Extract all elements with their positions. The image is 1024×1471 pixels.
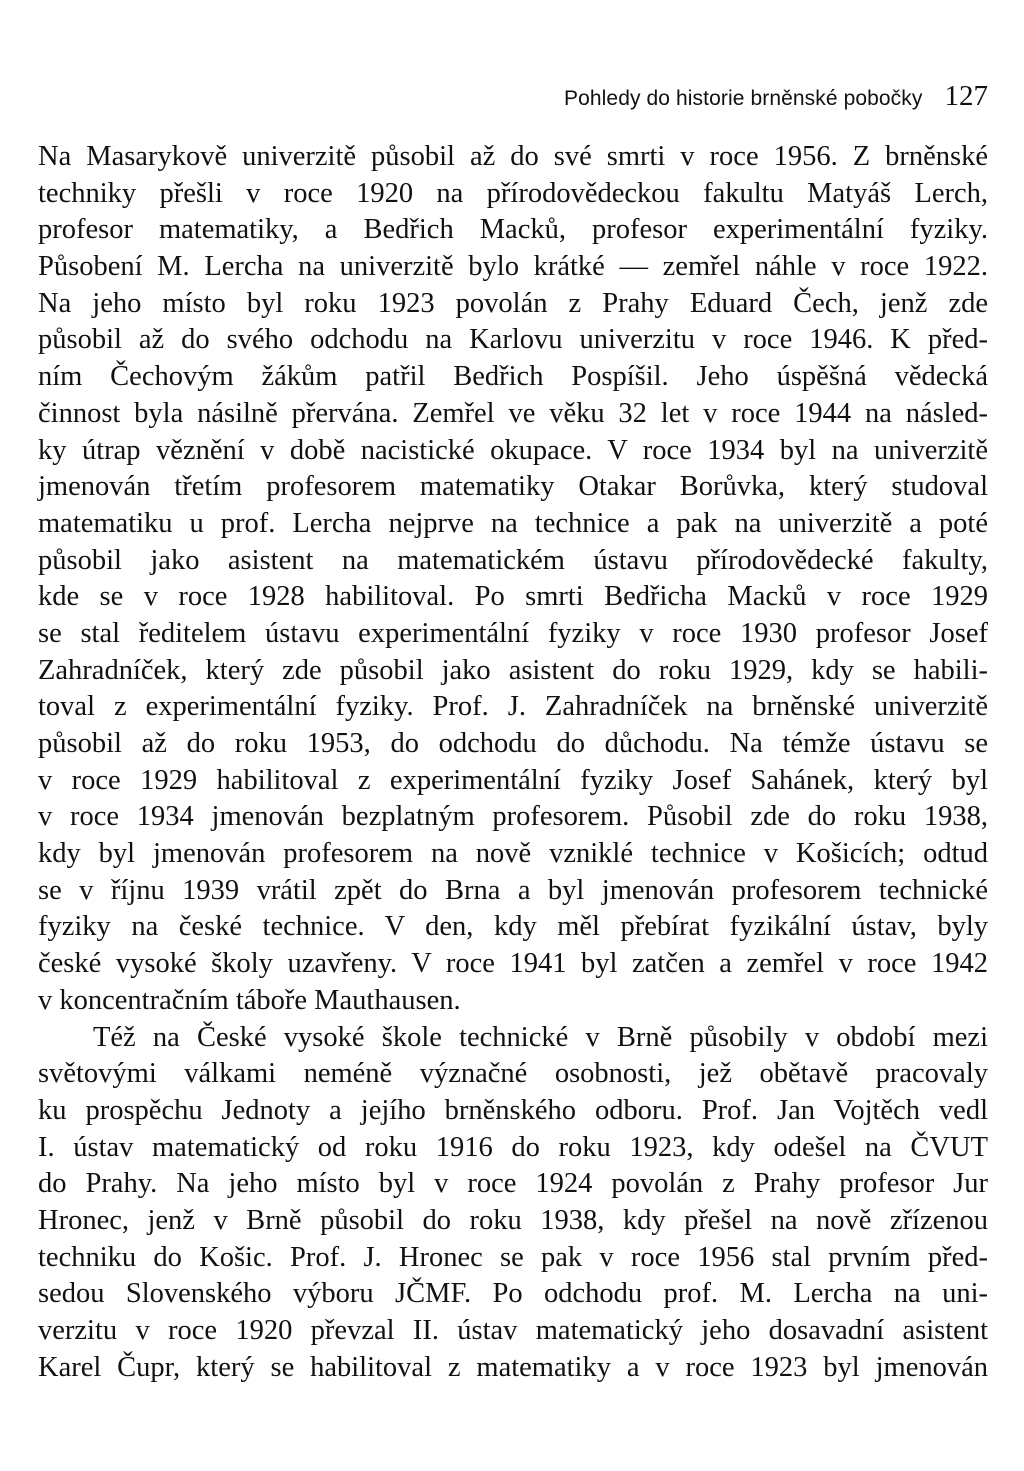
paragraph-2-line: Též na České vysoké škole technické v Brně působily v období mezi <box>93 1021 988 1053</box>
paragraph-1-line: v roce 1934 jmenován bezplatným profesorem. Působil zde do roku 1938, <box>38 801 988 833</box>
paragraph-1-line: se stal ředitelem ústavu experimentální fyziky v roce 1930 profesor Josef <box>38 617 988 649</box>
paragraph-2-line: Karel Čupr, který se habilitoval z matematiky a v roce 1923 byl jmenován <box>38 1351 988 1383</box>
paragraph-2-line: světovými válkami neméně význačné osobnosti, jež obětavě pracovaly <box>38 1058 988 1090</box>
paragraph-1-line: působil až do svého odchodu na Karlovu univerzitu v roce 1946. K před- <box>38 324 988 356</box>
paragraph-1-line: působil až do roku 1953, do odchodu do důchodu. Na témže ústavu se <box>38 728 988 759</box>
running-title: Pohledy do historie brněnské pobočky <box>564 87 923 110</box>
paragraph-1-line: fyziky na české technice. V den, kdy měl přebírat fyzikální ústav, byly <box>38 911 988 943</box>
paragraph-2-line: I. ústav matematický od roku 1916 do roku 1923, kdy odešel na ČVUT <box>38 1131 988 1163</box>
page-number: 127 <box>944 80 988 112</box>
body-text <box>38 139 988 1386</box>
paragraph-1-line: techniky přešli v roce 1920 na přírodovědeckou fakultu Matyáš Lerch, <box>38 177 988 209</box>
running-head <box>564 80 988 113</box>
paragraph-2-line: do Prahy. Na jeho místo byl v roce 1924 povolán z Prahy profesor Jur <box>38 1168 988 1200</box>
paragraph-1-line: jmenován třetím profesorem matematiky Otakar Borůvka, který studoval <box>38 471 988 503</box>
paragraph-1-line: Na jeho místo byl roku 1923 povolán z Prahy Eduard Čech, jenž zde <box>38 287 988 319</box>
paragraph-1-line: kdy byl jmenován profesorem na nově vzniklé technice v Košicích; odtud <box>38 838 988 870</box>
paragraph-1-line: Působení M. Lercha na univerzitě bylo krátké — zemřel náhle v roce 1922. <box>38 251 988 283</box>
paragraph-1-line: profesor matematiky, a Bedřich Macků, profesor experimentální fyziky. <box>38 214 988 246</box>
paragraph-1-line: ním Čechovým žákům patřil Bedřich Pospíšil. Jeho úspěšná vědecká <box>38 361 988 393</box>
paragraph-1-line: kde se v roce 1928 habilitoval. Po smrti Bedřicha Macků v roce 1929 <box>38 581 988 613</box>
paragraph-1-line: české vysoké školy uzavřeny. V roce 1941 byl zatčen a zemřel v roce 1942 <box>38 948 988 980</box>
paragraph-1-line: Zahradníček, který zde působil jako asistent do roku 1929, kdy se habili- <box>38 654 988 686</box>
paragraph-1-line: toval z experimentální fyziky. Prof. J. Zahradníček na brněnské univerzitě <box>38 691 988 723</box>
paragraph-1-line: v koncentračním táboře Mauthausen. <box>38 984 461 1016</box>
paragraph-2-line: Hronec, jenž v Brně působil do roku 1938, kdy přešel na nově zřízenou <box>38 1204 988 1236</box>
paragraph-2-line: verzitu v roce 1920 převzal II. ústav matematický jeho dosavadní asistent <box>38 1315 988 1346</box>
paragraph-1-line: matematiku u prof. Lercha nejprve na technice a pak na univerzitě a poté <box>38 507 988 539</box>
paragraph-2-line: ku prospěchu Jednoty a jejího brněnského odboru. Prof. Jan Vojtěch vedl <box>38 1094 988 1126</box>
paragraph-1-line: v roce 1929 habilitoval z experimentální fyziky Josef Sahánek, který byl <box>38 764 988 796</box>
paragraph-1-line: činnost byla násilně přervána. Zemřel ve věku 32 let v roce 1944 na násled- <box>38 397 988 429</box>
paragraph-1-line: Na Masarykově univerzitě působil až do své smrti v roce 1956. Z brněnské <box>38 141 988 172</box>
paragraph-1-line: působil jako asistent na matematickém ústavu přírodovědecké fakulty, <box>38 544 988 576</box>
paragraph-1-line: se v říjnu 1939 vrátil zpět do Brna a byl jmenován profesorem technické <box>38 874 988 906</box>
paragraph-1-line: ky útrap věznění v době nacistické okupace. V roce 1934 byl na univerzitě <box>38 434 988 466</box>
paragraph-2-line: sedou Slovenského výboru JČMF. Po odchodu prof. M. Lercha na uni- <box>38 1278 988 1310</box>
paragraph-2-line: techniku do Košic. Prof. J. Hronec se pak v roce 1956 stal prvním před- <box>38 1241 988 1273</box>
